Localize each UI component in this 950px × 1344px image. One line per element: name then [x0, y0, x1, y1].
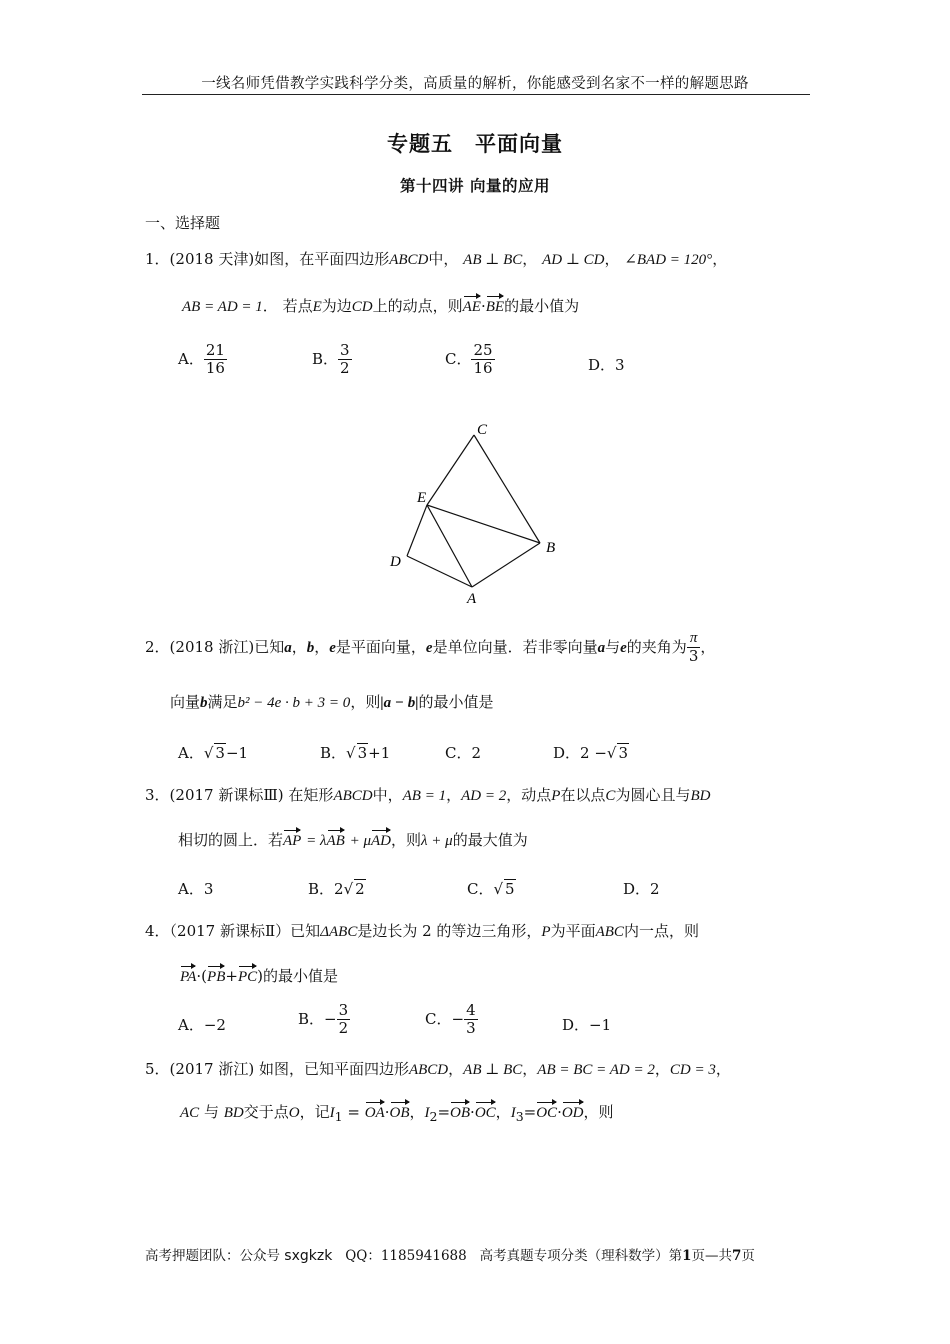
question-4-line-1: 4．（2017 新课标Ⅱ）已知ΔABC是边长为 2 的等边三角形，P为平面ABC内一点，则 — [145, 922, 699, 940]
question-2-line-1: 2．(2018 浙江)已知a，b，e是平面向量，e是单位向量．若非零向量a与e的夹角为 $\frac{\pi}{3}$ ， — [145, 630, 716, 666]
question-3-line-2: 相切的圆上．若AP = λAB + μAD，则λ + μ的最大值为 — [178, 831, 528, 849]
vector-AP: AP — [283, 833, 302, 849]
vector-PB: PB — [207, 969, 226, 985]
edge-CB — [474, 435, 540, 543]
section-heading: 一、选择题 — [145, 214, 221, 232]
vector-AD: AD — [371, 833, 392, 849]
page-subtitle: 第十四讲 向量的应用 — [400, 177, 550, 195]
question-2-line-2: 向量b满足b² − 4e · b + 3 = 0，则|a − b|的最小值是 — [170, 693, 494, 711]
q4-option-a: A．−2 — [178, 1016, 226, 1034]
q2-option-d: D．2 −√ 3 — [553, 744, 629, 762]
vector-OB-2: OB — [450, 1105, 471, 1121]
question-5-line-1: 5．(2017 浙江) 如图，已知平面四边形ABCD，AB ⊥ BC，AB = BC = AD = 2，CD = 3， — [145, 1060, 731, 1078]
vector-OC-2: OC — [536, 1105, 558, 1121]
q3-option-b: B．2√ 2 — [308, 880, 365, 898]
q4-option-d: D．−1 — [562, 1016, 612, 1034]
question-3-line-1: 3．(2017 新课标Ⅲ) 在矩形ABCD中，AB = 1，AD = 2，动点P在以点C为圆心且与BD — [145, 786, 711, 804]
q4-option-c: C．− $\frac{4}{3}$ — [425, 1001, 476, 1038]
edge-DA — [407, 556, 472, 587]
label-B: B — [546, 540, 556, 556]
label-C: C — [477, 422, 488, 438]
q1-option-c: C． $\frac{25}{16}$ — [445, 341, 493, 378]
q1-option-b: B． $\frac{3}{2}$ — [312, 341, 350, 378]
q2-option-b: B．√ 3+1 — [320, 744, 391, 762]
vector-BE: BE — [485, 299, 505, 315]
q1-option-d: D．3 — [588, 356, 625, 374]
vector-OA: OA — [364, 1105, 385, 1121]
vector-AE: AE — [462, 299, 481, 315]
question-4-line-2: PA·(PB+PC)的最小值是 — [180, 967, 338, 985]
question-1-line-1: 1．(2018 天津)如图，在平面四边形ABCD中， AB ⊥ BC， AD ⊥ CD， ∠BAD = 120°， — [145, 250, 728, 268]
q3-option-a: A．3 — [178, 880, 214, 898]
label-A: A — [467, 591, 477, 607]
q1-option-a: A． $\frac{21}{16}$ — [178, 341, 225, 378]
vector-AB: AB — [326, 833, 345, 849]
vector-PC: PC — [237, 969, 258, 985]
q3-option-d: D．2 — [623, 880, 660, 898]
page-header-text: 一线名师凭借教学实践科学分类，高质量的解析，你能感受到名家不一样的解题思路 — [201, 76, 749, 92]
edge-EB — [427, 505, 540, 543]
question-1-line-2: AB = AD = 1． 若点E为边CD上的动点，则AE·BE的最小值为 — [182, 297, 580, 315]
q2-option-a: A．√ 3−1 — [178, 744, 249, 762]
header-divider — [142, 94, 810, 95]
q4-option-b: B．− $\frac{3}{2}$ — [298, 1001, 349, 1038]
edge-ED — [407, 505, 427, 556]
edge-BA — [472, 543, 540, 587]
page-footer: 高考押题团队：公众号 sxgkzk QQ：1185941688 高考真题专项分类（理科数学）第1页—共7页 — [145, 1248, 755, 1264]
quadrilateral-figure — [380, 415, 580, 615]
vector-OD: OD — [561, 1105, 584, 1121]
vector-PA: PA — [180, 969, 197, 985]
question-5-line-2: AC 与 BD交于点O，记$I_1 = OA\cdot OB$，$I_2=OB\cdot OC$，$I_3=OC\cdot OD$，则 — [180, 1103, 614, 1124]
vector-OC: OC — [474, 1105, 496, 1121]
vector-OB: OB — [389, 1105, 410, 1121]
label-D: D — [390, 554, 401, 570]
q3-option-c: C．√ 5 — [467, 880, 515, 898]
page-title: 专题五 平面向量 — [387, 132, 563, 156]
edge-CE — [427, 435, 474, 505]
q2-option-c: C．2 — [445, 744, 482, 762]
label-E: E — [417, 490, 427, 506]
